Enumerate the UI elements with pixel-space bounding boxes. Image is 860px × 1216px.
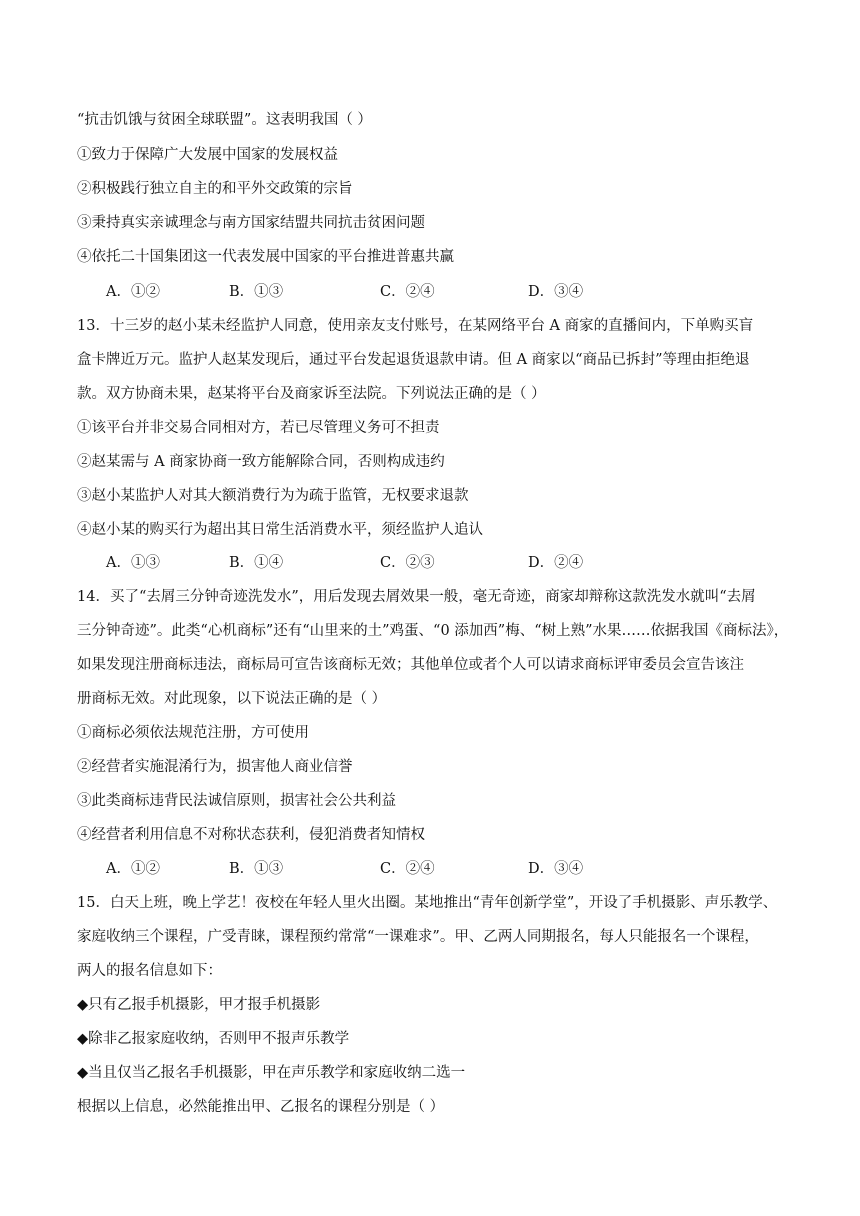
q13-stem-line-3: 款。双方协商未果，赵某将平台及商家诉至法院。下列说法正确的是（ ） xyxy=(77,386,546,402)
q14-statement-1: ①商标必须依法规范注册，方可使用 xyxy=(77,725,309,741)
q12-option-d: D．③④ xyxy=(528,284,584,300)
q13-option-b: B．①④ xyxy=(229,555,284,571)
q15-condition-3: ◆当且仅当乙报名手机摄影，甲在声乐教学和家庭收纳二选一 xyxy=(77,1065,466,1081)
q14-stem-line-1: 14．买了“去屑三分钟奇迹洗发水”，用后发现去屑效果一般，毫无奇迹，商家却辩称这款洗发水就叫“去屑 xyxy=(77,589,756,605)
q13-option-d: D．②④ xyxy=(528,555,584,571)
q12-option-b: B．①③ xyxy=(229,284,284,300)
q15-condition-2: ◆除非乙报家庭收纳，否则甲不报声乐教学 xyxy=(77,1031,350,1047)
q13-option-a: A．①③ xyxy=(106,555,160,571)
q14-option-c: C．②④ xyxy=(380,861,435,877)
q14-statement-4: ④经营者利用信息不对称状态获利，侵犯消费者知情权 xyxy=(77,827,425,843)
q15-stem-line-2: 家庭收纳三个课程，广受青睐，课程预约常常“一课难求”。甲、乙两人同期报名，每人只能报名一个课程， xyxy=(77,929,759,945)
q15-stem-line-3: 两人的报名信息如下： xyxy=(77,963,222,979)
q13-stem-line-2: 盒卡牌近万元。监护人赵某发现后，通过平台发起退货退款申请。但 A 商家以“商品已拆封”等理由拒绝退 xyxy=(77,352,750,368)
q14-stem-line-2: 三分钟奇迹”。此类“心机商标”还有“山里来的土”鸡蛋、“0 添加西”梅、“树上熟”水果……依据我国《商标法》， xyxy=(77,623,789,639)
q15-stem-line-1: 15．白天上班，晚上学艺！夜校在年轻人里火出圈。某地推出“青年创新学堂”，开设了手机摄影、声乐教学、 xyxy=(77,895,778,911)
q14-stem-line-4: 册商标无效。对此现象，以下说法正确的是（ ） xyxy=(77,691,387,707)
q14-stem-line-3: 如果发现注册商标违法，商标局可宣告该商标无效；其他单位或者个人可以请求商标评审委员会宣告该注 xyxy=(77,657,744,673)
q15-condition-1: ◆只有乙报手机摄影，甲才报手机摄影 xyxy=(77,997,321,1013)
q14-option-a: A．①② xyxy=(106,861,160,877)
q13-statement-4: ④赵小某的购买行为超出其日常生活消费水平，须经监护人追认 xyxy=(77,522,483,538)
q14-statement-3: ③此类商标违背民法诚信原则，损害社会公共利益 xyxy=(77,793,396,809)
q14-statement-2: ②经营者实施混淆行为，损害他人商业信誉 xyxy=(77,759,353,775)
q15-question-line: 根据以上信息，必然能推出甲、乙报名的课程分别是（ ） xyxy=(77,1099,445,1115)
q13-stem-line-1: 13．十三岁的赵小某未经监护人同意，使用亲友支付账号，在某网络平台 A 商家的直播间内，下单购买盲 xyxy=(77,318,754,334)
q14-option-d: D．③④ xyxy=(528,861,584,877)
q13-statement-3: ③赵小某监护人对其大额消费行为为疏于监管，无权要求退款 xyxy=(77,488,469,504)
q13-statement-1: ①该平台并非交易合同相对方，若已尽管理义务可不担责 xyxy=(77,420,440,436)
q13-option-c: C．②③ xyxy=(380,555,435,571)
q12-option-a: A．①② xyxy=(106,284,160,300)
q13-statement-2: ②赵某需与 A 商家协商一致方能解除合同，否则构成违约 xyxy=(77,454,445,470)
q14-option-b: B．①③ xyxy=(229,861,284,877)
q12-statement-4: ④依托二十国集团这一代表发展中国家的平台推进普惠共赢 xyxy=(77,249,454,265)
q12-stem-line: “抗击饥饿与贫困全球联盟”。这表明我国（ ） xyxy=(77,112,372,128)
q12-statement-1: ①致力于保障广大发展中国家的发展权益 xyxy=(77,147,338,163)
q12-statement-3: ③秉持真实亲诚理念与南方国家结盟共同抗击贫困问题 xyxy=(77,215,425,231)
q12-statement-2: ②积极践行独立自主的和平外交政策的宗旨 xyxy=(77,181,353,197)
q12-option-c: C．②④ xyxy=(380,284,435,300)
